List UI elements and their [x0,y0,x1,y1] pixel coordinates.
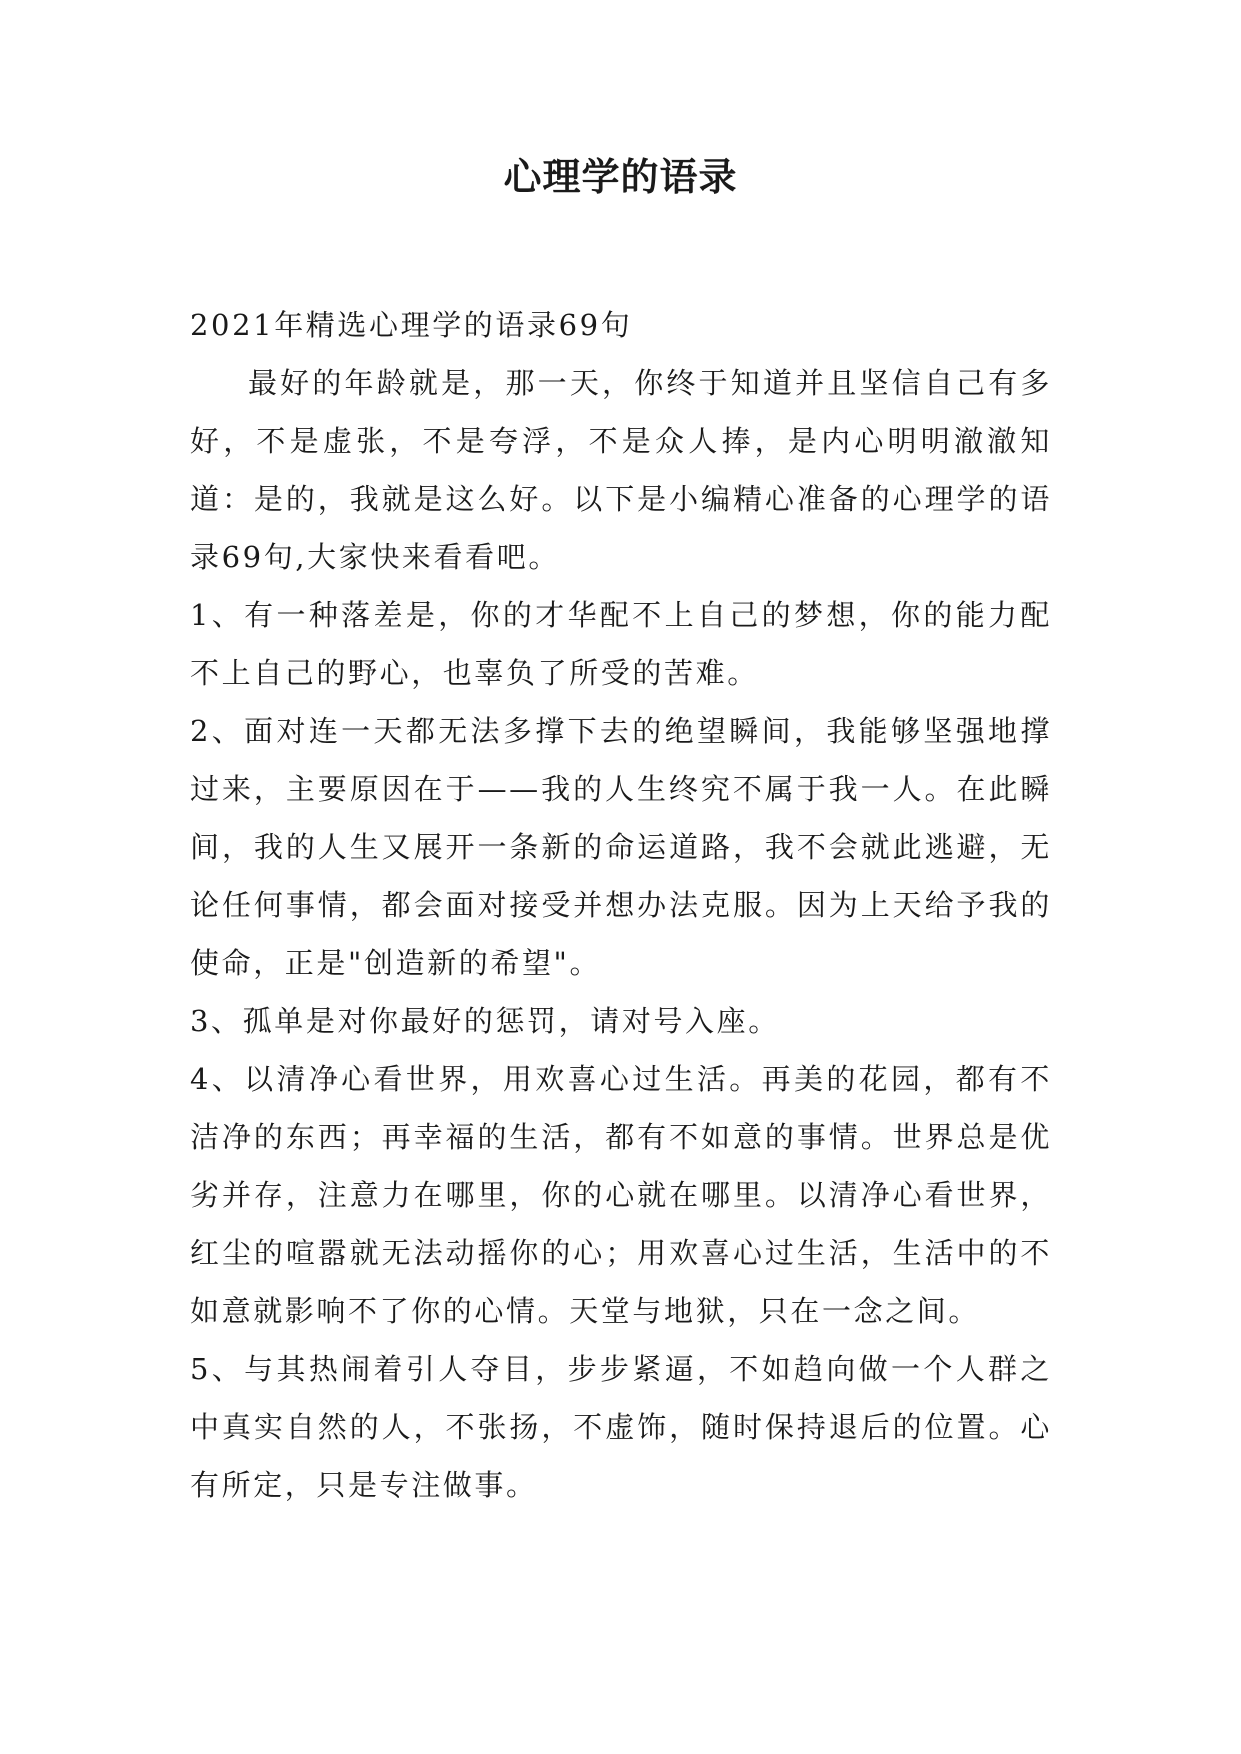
quote-item-2: 2、面对连一天都无法多撑下去的绝望瞬间，我能够坚强地撑过来，主要原因在于——我的人生终究不属于我一人。在此瞬间，我的人生又展开一条新的命运道路，我不会就此逃避，无论任何事情，都会面对接受并想办法克服。因为上天给予我的使命，正是"创造新的希望"。 [190,714,1052,980]
document-body [190,296,1052,1514]
quote-item-3: 3、孤单是对你最好的惩罚，请对号入座。 [190,1004,780,1038]
quote-item-1: 1、有一种落差是，你的才华配不上自己的梦想，你的能力配不上自己的野心，也辜负了所受的苦难。 [190,598,1052,690]
subtitle-line: 2021年精选心理学的语录69句 [190,308,633,342]
quote-item-4: 4、以清净心看世界，用欢喜心过生活。再美的花园，都有不洁净的东西；再幸福的生活，都有不如意的事情。世界总是优劣并存，注意力在哪里，你的心就在哪里。以清净心看世界，红尘的喧嚣就无法动摇你的心；用欢喜心过生活，生活中的不如意就影响不了你的心情。天堂与地狱，只在一念之间。 [190,1062,1052,1328]
intro-paragraph: 最好的年龄就是，那一天，你终于知道并且坚信自己有多好，不是虚张，不是夸浮，不是众人捧，是内心明明澈澈知道：是的，我就是这么好。以下是小编精心准备的心理学的语录69句,大家快来看看吧。 [190,366,1052,574]
page-title: 心理学的语录 [503,154,738,199]
quote-item-5: 5、与其热闹着引人夺目，步步紧逼，不如趋向做一个人群之中真实自然的人，不张扬，不虚饰，随时保持退后的位置。心有所定，只是专注做事。 [190,1352,1052,1502]
